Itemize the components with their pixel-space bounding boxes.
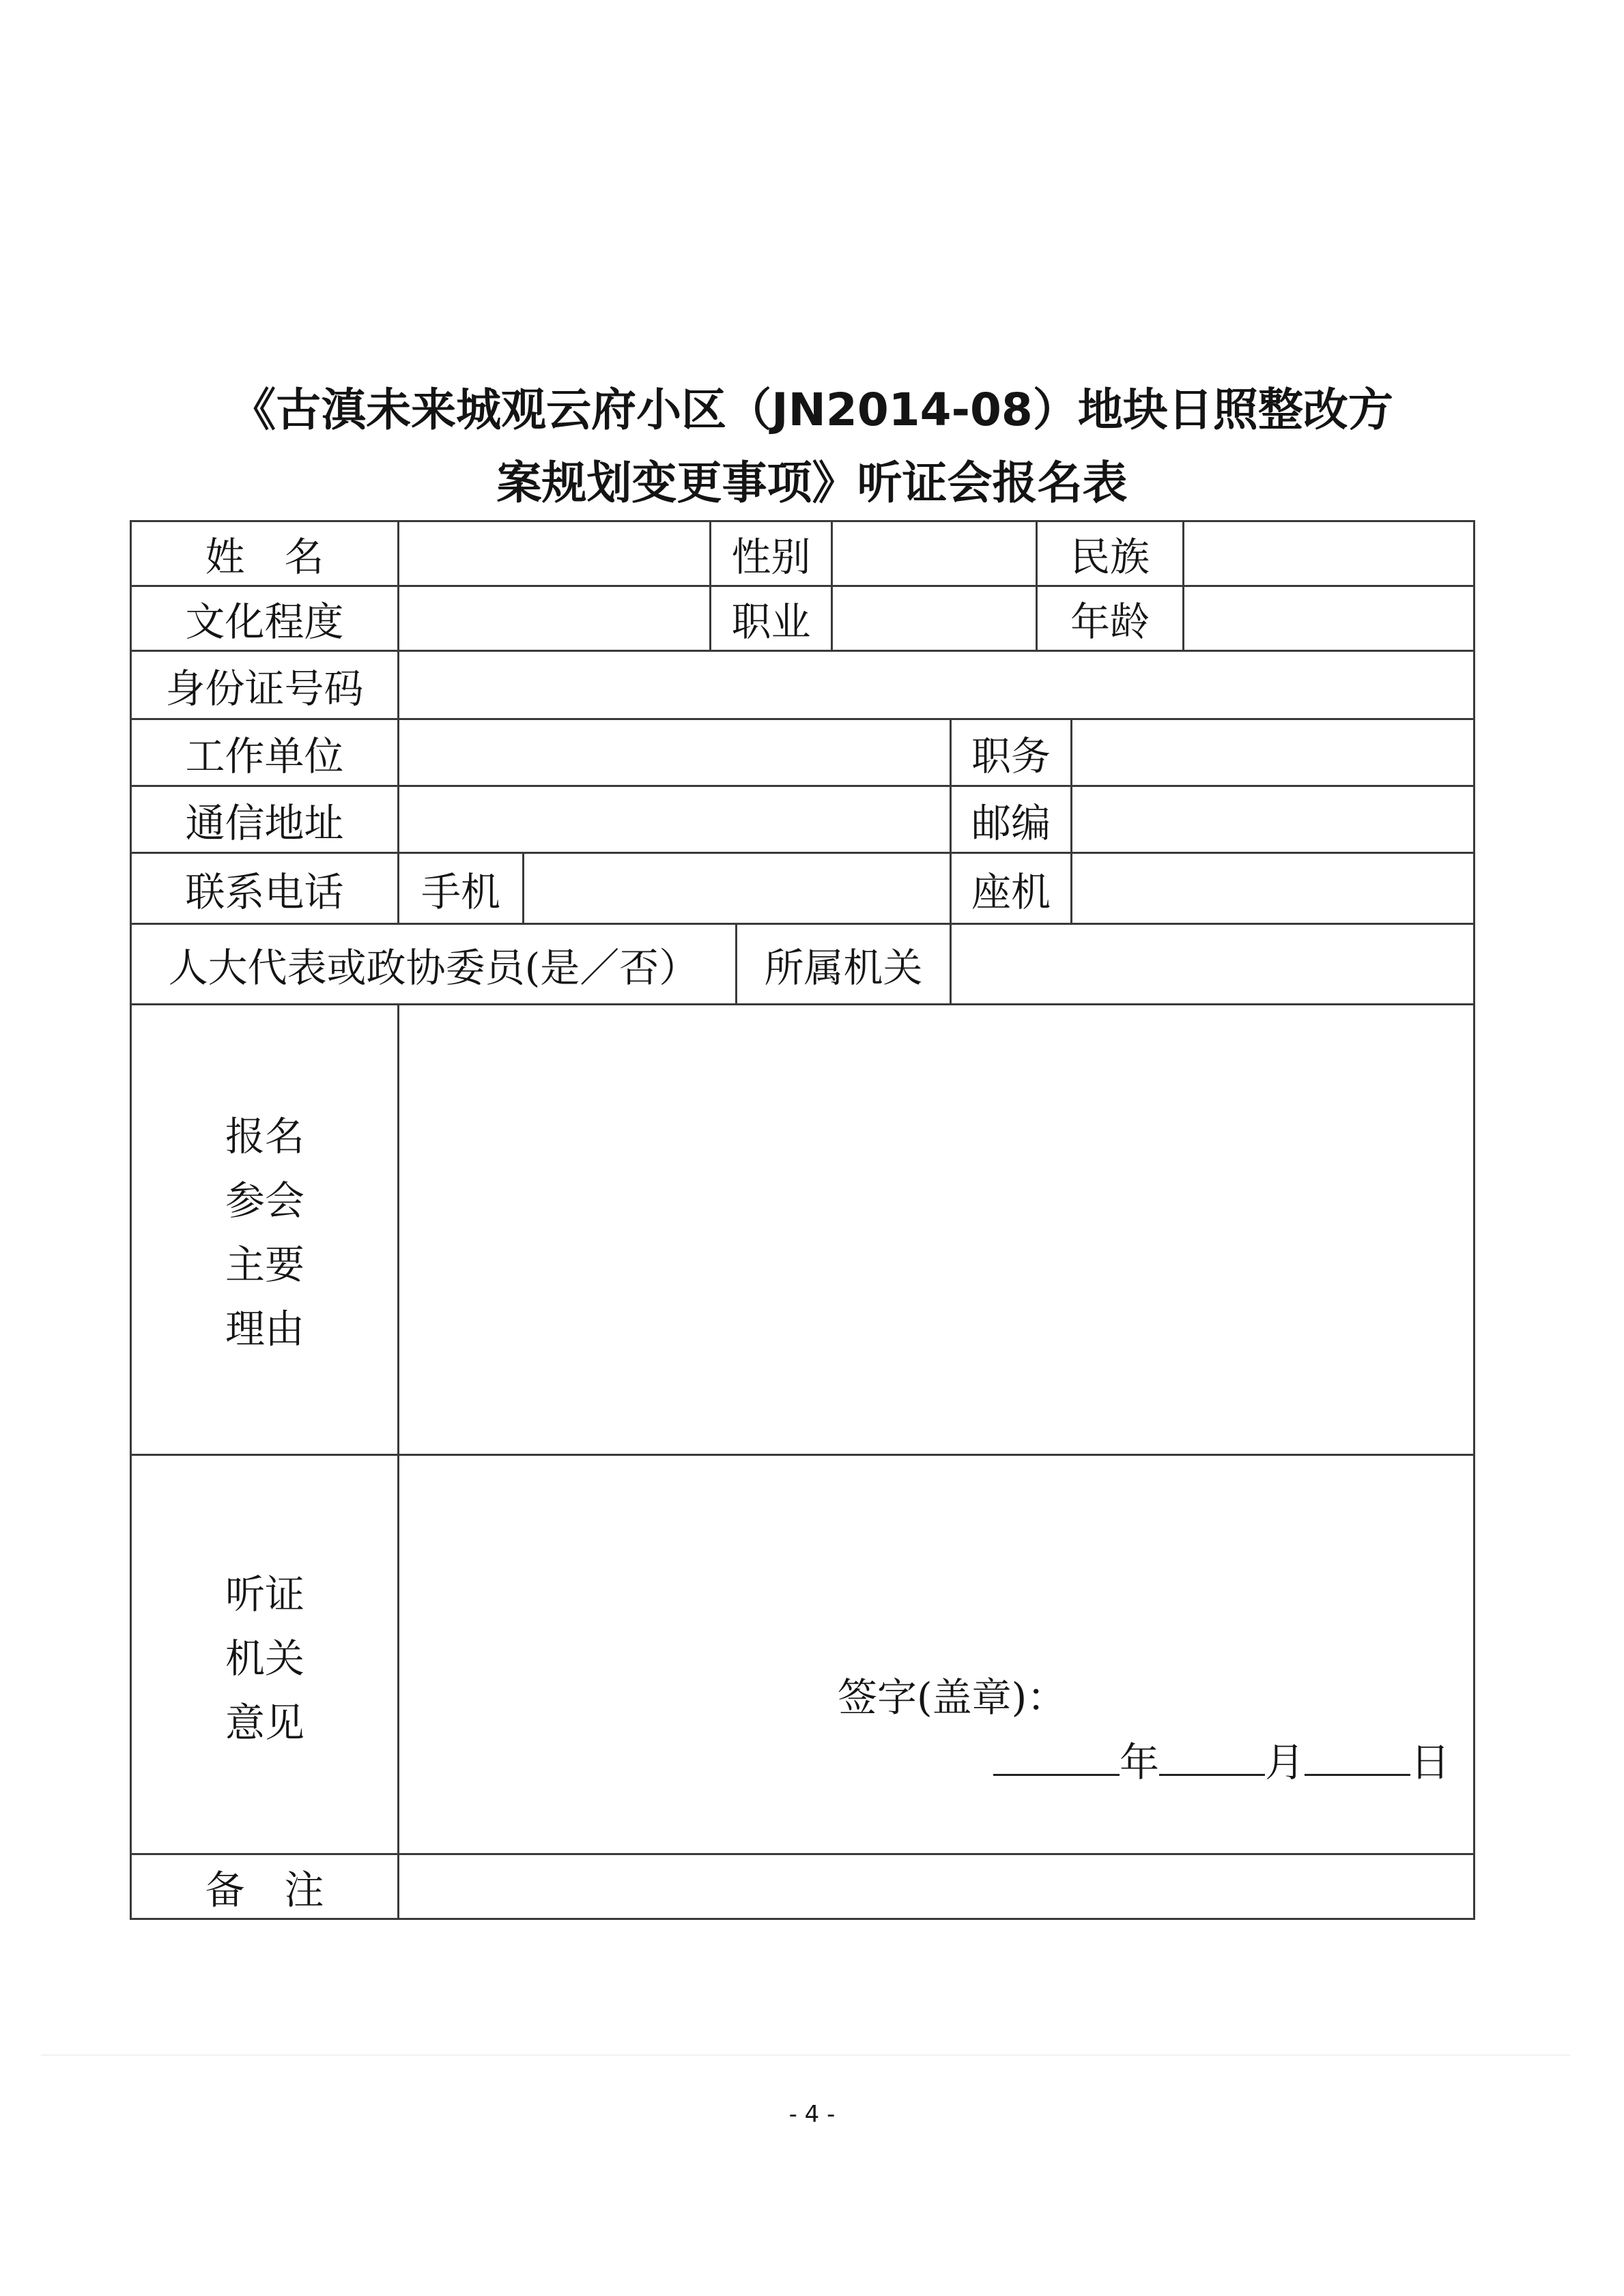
day-blank[interactable] [1305, 1734, 1410, 1776]
age-label: 年龄 [1070, 599, 1150, 645]
education-field[interactable] [399, 587, 709, 650]
mobile-label: 手机 [421, 868, 500, 915]
occupation-field[interactable] [833, 587, 1036, 650]
mobile-field[interactable] [524, 854, 950, 923]
ethnicity-label: 民族 [1070, 534, 1150, 580]
signature-date [993, 1730, 1450, 1788]
document-title-line-2: 案规划变更事项》听证会报名表 [496, 457, 1128, 509]
opinion-label-line: 意见 [225, 1699, 304, 1746]
reason-label-line: 主要 [225, 1242, 304, 1288]
opinion-field[interactable] [399, 1456, 1473, 1853]
opinion-label [132, 1562, 398, 1755]
month-label: 月 [1265, 1739, 1305, 1785]
employer-field[interactable] [399, 720, 950, 785]
landline-label: 座机 [971, 868, 1051, 915]
opinion-label-line: 听证 [225, 1571, 304, 1618]
deputy-label: 人大代表或政协委员(是／否） [168, 944, 699, 991]
ethnicity-field[interactable] [1184, 522, 1473, 585]
reason-label [132, 1104, 398, 1361]
education-label: 文化程度 [185, 599, 344, 645]
day-label: 日 [1410, 1739, 1451, 1785]
remarks-label: 备 注 [205, 1867, 324, 1913]
position-field[interactable] [1072, 720, 1473, 785]
table-border-right [1473, 520, 1475, 1920]
gender-label: 性别 [731, 534, 811, 580]
scan-edge-line [41, 2054, 1570, 2056]
reason-label-line: 理由 [225, 1306, 304, 1352]
organ-label: 所属机关 [764, 944, 923, 991]
id-number-label: 身份证号码 [165, 665, 364, 712]
reason-field[interactable] [399, 1005, 1473, 1454]
position-label: 职务 [971, 732, 1051, 779]
opinion-label-line: 机关 [225, 1635, 304, 1682]
occupation-label: 职业 [731, 599, 811, 645]
postcode-label: 邮编 [971, 799, 1051, 846]
year-blank[interactable] [993, 1734, 1120, 1776]
postcode-field[interactable] [1072, 787, 1473, 852]
signature-label: 签字(盖章)： [838, 1674, 1067, 1721]
document-title-line-1: 《古滇未来城观云府小区（JN2014-08）地块日照整改方 [231, 384, 1393, 436]
gender-field[interactable] [833, 522, 1036, 585]
reason-label-line: 报名 [225, 1113, 304, 1160]
year-label: 年 [1120, 1739, 1160, 1785]
month-blank[interactable] [1159, 1734, 1265, 1776]
reason-label-line: 参会 [225, 1177, 304, 1224]
id-number-field[interactable] [399, 652, 1473, 718]
organ-field[interactable] [952, 925, 1473, 1003]
name-field[interactable] [399, 522, 709, 585]
page-number: - 4 - [788, 2101, 836, 2128]
address-field[interactable] [399, 787, 950, 852]
address-label: 通信地址 [185, 799, 344, 846]
phone-label: 联系电话 [185, 868, 344, 915]
landline-field[interactable] [1072, 854, 1473, 923]
age-field[interactable] [1184, 587, 1473, 650]
remarks-field[interactable] [399, 1855, 1473, 1918]
employer-label: 工作单位 [185, 732, 344, 779]
name-label: 姓 名 [205, 534, 324, 580]
table-border-bottom [130, 1918, 1475, 1920]
